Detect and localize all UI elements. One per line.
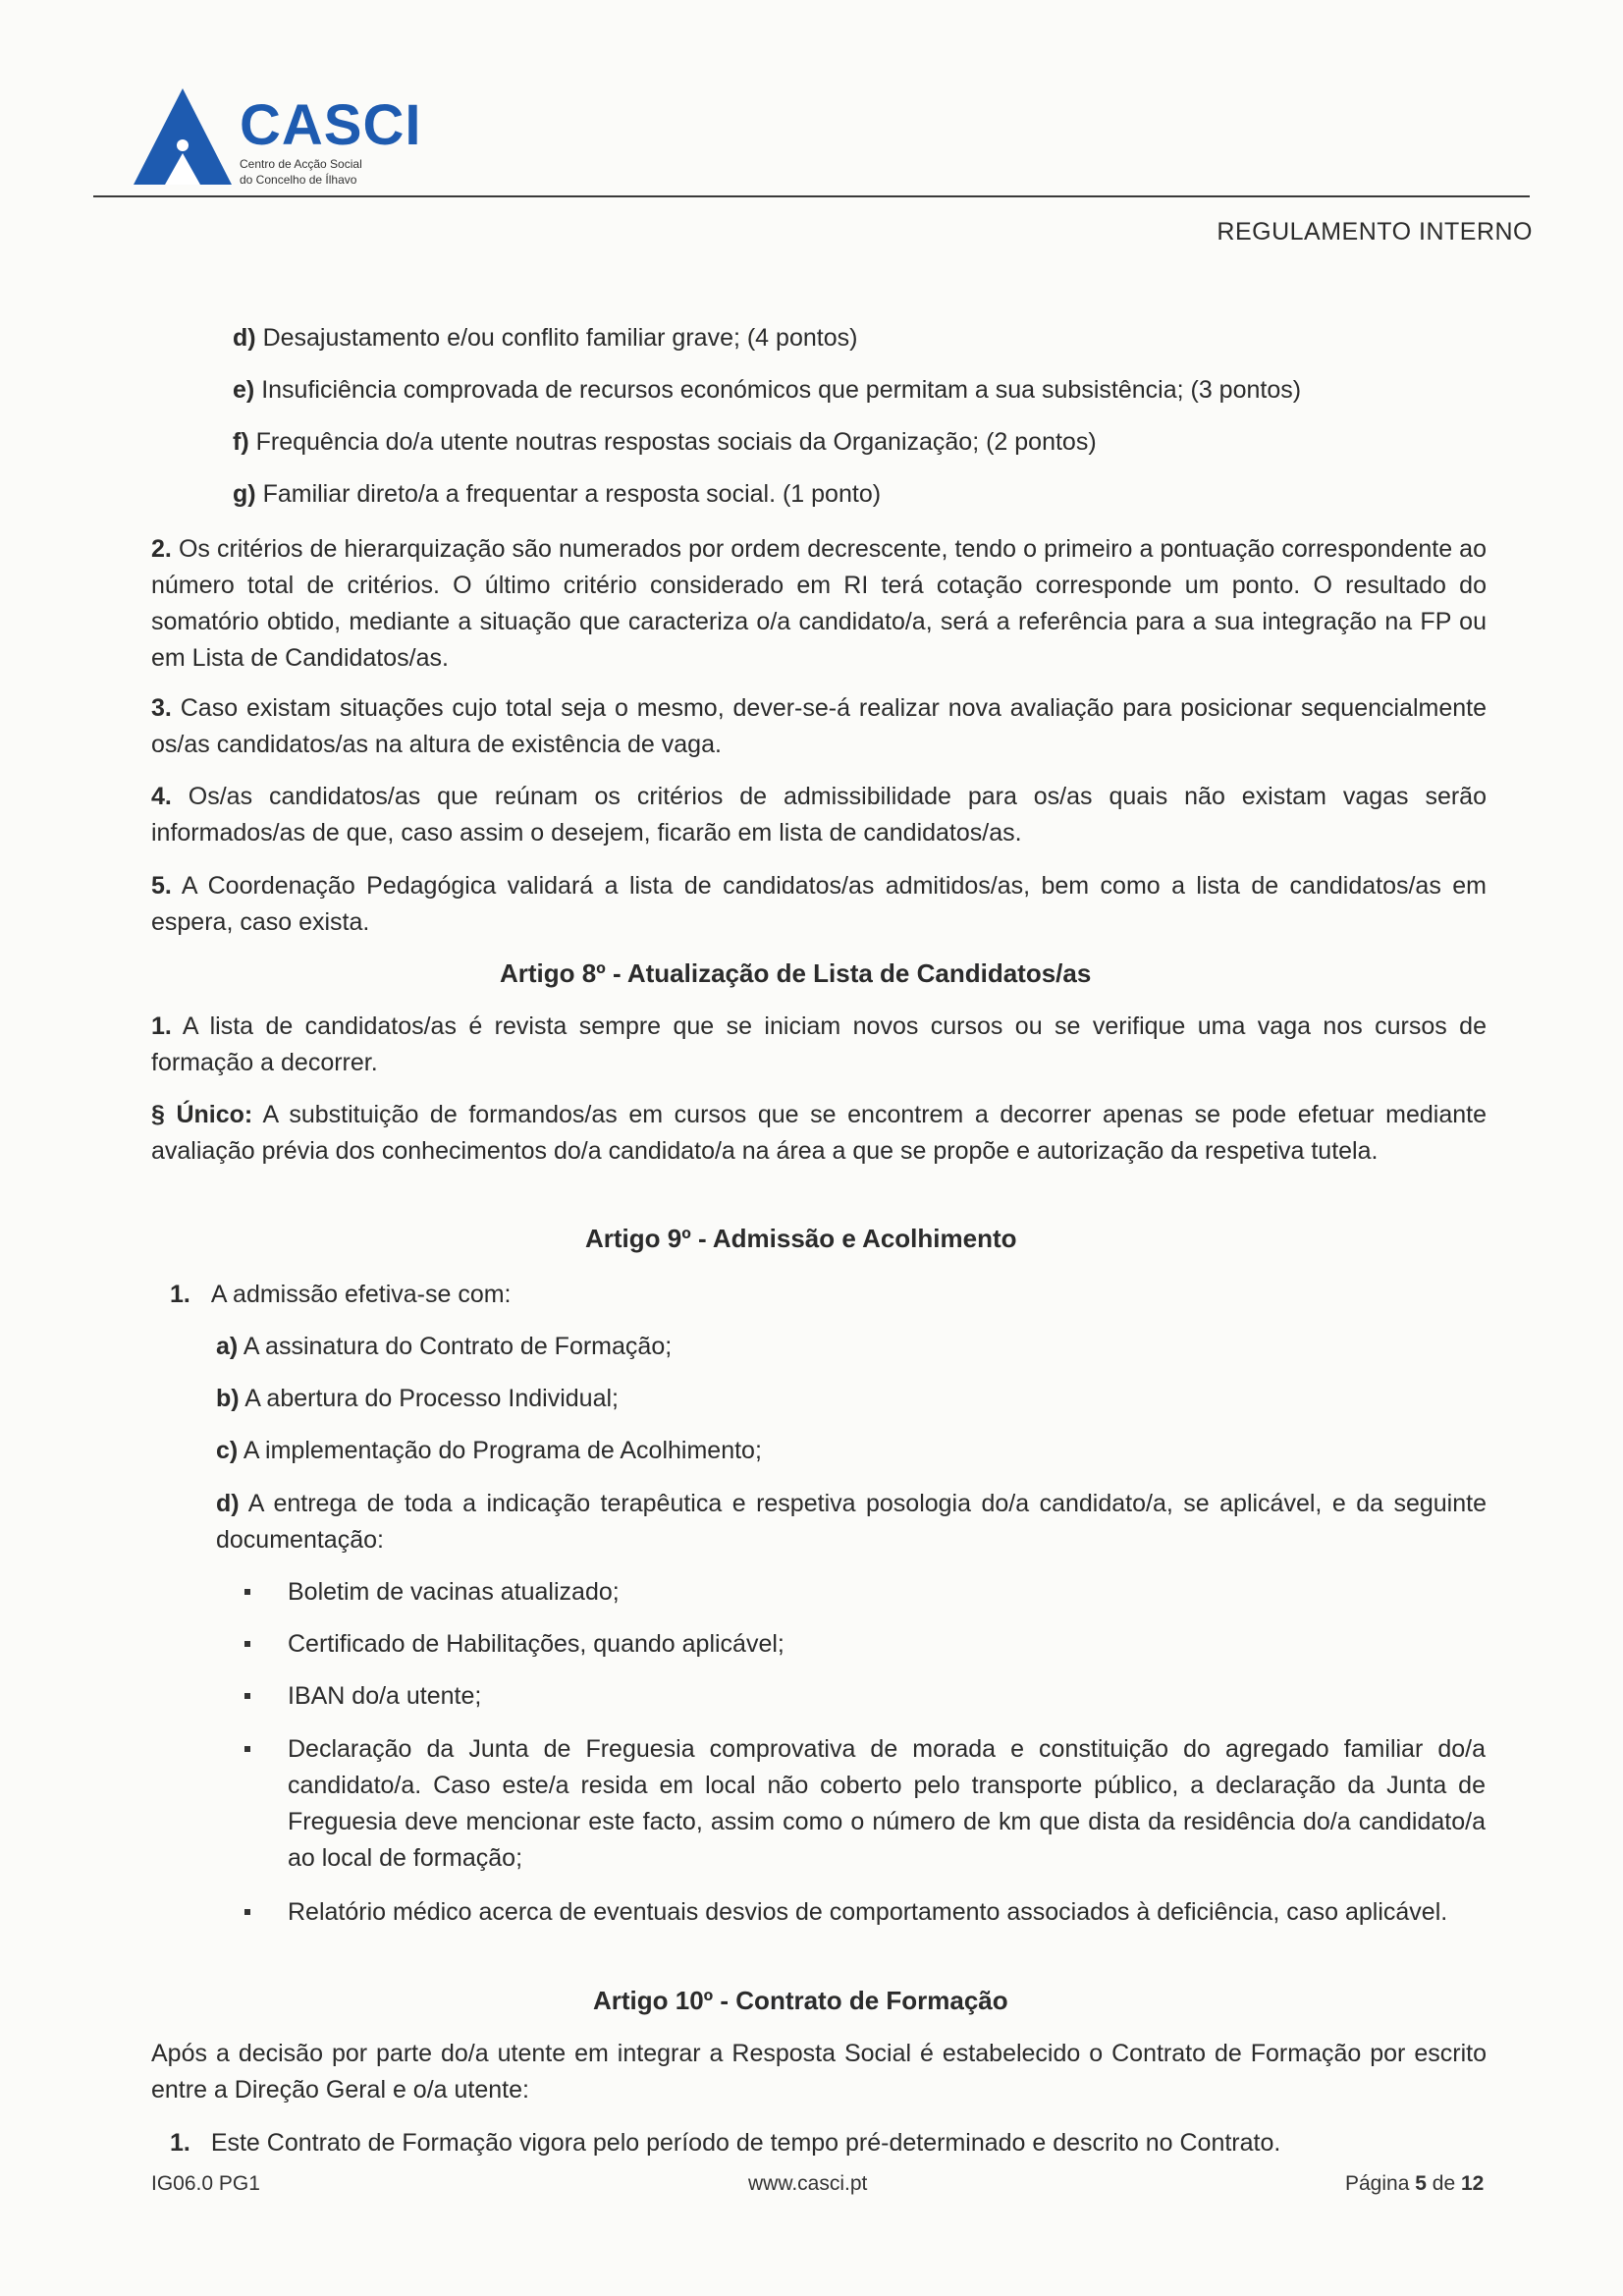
page-of: de: [1432, 2172, 1456, 2195]
page-current: 5: [1415, 2172, 1427, 2195]
logo-subtitle-2: do Concelho de Ílhavo: [240, 173, 357, 187]
article-8-paragraph-1: [151, 1009, 1487, 1081]
bullet-icon: [244, 1693, 250, 1699]
paragraph-4: [151, 779, 1487, 851]
page-prefix: Página: [1345, 2172, 1410, 2195]
document-bullet-1: Boletim de vacinas atualizado;: [288, 1578, 620, 1606]
paragraph-text: A lista de candidatos/as é revista sempre que se iniciam novos cursos ou se verifique uma vaga nos cursos de formação a decorrer.: [151, 1012, 1487, 1076]
list-label: f): [233, 428, 249, 456]
logo-text: [240, 93, 422, 187]
paragraph-number: 4.: [151, 783, 172, 810]
item-number: 1.: [170, 2129, 190, 2157]
list-label: e): [233, 376, 255, 404]
article-8-unico: [151, 1097, 1487, 1170]
article-10-heading: Artigo 10º - Contrato de Formação: [593, 1986, 1008, 2015]
item-text: A admissão efetiva-se com:: [210, 1281, 512, 1308]
article-9-sub-b: [216, 1381, 1492, 1417]
list-text: Insuficiência comprovada de recursos económicos que permitam a sua subsistência; (3 pontos): [261, 376, 1302, 404]
article-10-intro: Após a decisão por parte do/a utente em integrar a Resposta Social é estabelecido o Contrato de Formação por escrito entre a Direção Geral e o/a utente:: [151, 2040, 1487, 2104]
list-label: g): [233, 480, 256, 508]
paragraph-text: Os/as candidatos/as que reúnam os critérios de admissibilidade para os/as quais não existam vagas serão informados/as de que, caso assim o desejem, ficarão em lista de candidatos/as.: [151, 783, 1487, 847]
document-bullet-3: IBAN do/a utente;: [288, 1682, 482, 1710]
unico-label: § Único:: [151, 1101, 253, 1128]
document-bullet-5: Relatório médico acerca de eventuais desvios de comportamento associados à deficiência, caso aplicável.: [288, 1898, 1448, 1926]
page-total: 12: [1460, 2172, 1485, 2195]
list-text: Desajustamento e/ou conflito familiar grave; (4 pontos): [262, 324, 858, 352]
logo-name: CASCI: [240, 93, 422, 157]
footer-website: www.casci.pt: [748, 2172, 868, 2195]
list-label: d): [233, 324, 256, 352]
article-9-sub-a: [216, 1329, 1492, 1365]
list-text: Frequência do/a utente noutras respostas sociais da Organização; (2 pontos): [255, 428, 1097, 456]
list-text: Familiar direto/a a frequentar a resposta social. (1 ponto): [262, 480, 882, 508]
document-bullet-4: Declaração da Junta de Freguesia comprovativa de morada e constituição do agregado familiar do/a candidato/a. Caso este/a resida em local não coberto pelo transporte público, a declaração da Junta de Freguesia deve mencionar este facto, assim como o número de km que dista da residência do/a candidato/a ao local de formação;: [288, 1735, 1486, 1872]
bullet-icon: [244, 1641, 250, 1647]
sub-label: d): [216, 1490, 240, 1517]
sub-text: A entrega de toda a indicação terapêutica e respetiva posologia do/a candidato/a, se aplicável, e da seguinte documentação:: [216, 1490, 1487, 1554]
list-item-f: [233, 424, 1509, 461]
list-item-d: [233, 320, 1509, 356]
article-9-item-1: [170, 1277, 1446, 1313]
paragraph-number: 3.: [151, 694, 172, 722]
document-title: REGULAMENTO INTERNO: [1217, 218, 1533, 246]
article-9-sub-c: [216, 1433, 1492, 1469]
logo-subtitle-1: Centro de Acção Social: [240, 157, 362, 171]
bullet-icon: [244, 1746, 250, 1752]
paragraph-text: A Coordenação Pedagógica validará a lista de candidatos/as admitidos/as, bem como a lista de candidatos/as em espera, caso exista.: [151, 872, 1487, 936]
article-10-item-1: [170, 2125, 1505, 2161]
sub-label: c): [216, 1437, 239, 1464]
item-number: 1.: [170, 1281, 190, 1308]
sub-label: a): [216, 1333, 239, 1360]
paragraph-number: 1.: [151, 1012, 172, 1040]
article-9-heading: Artigo 9º - Admissão e Acolhimento: [585, 1224, 1017, 1253]
unico-text: A substituição de formandos/as em cursos que se encontrem a decorrer apenas se pode efetuar mediante avaliação prévia dos conhecimentos do/a candidato/a na área a que se propõe e autorização da respetiva tutela.: [151, 1101, 1488, 1165]
paragraph-text: Os critérios de hierarquização são numerados por ordem decrescente, tendo o primeiro a pontuação correspondente ao número total de critérios. O último critério considerado em RI terá cotação corresponde um ponto. O resultado do somatório obtido, mediante a situação que caracteriza o/a candidato/a, será a referência para a sua integração na FP ou em Lista de Candidatos/as.: [151, 535, 1487, 672]
list-item-g: [233, 476, 1509, 513]
bullet-icon: [244, 1589, 250, 1595]
document-bullet-2: Certificado de Habilitações, quando aplicável;: [288, 1630, 784, 1658]
footer-code: IG06.0 PG1: [151, 2172, 260, 2195]
sub-text: A assinatura do Contrato de Formação;: [243, 1333, 673, 1360]
article-9-sub-d: [216, 1486, 1487, 1558]
article-8-heading: Artigo 8º - Atualização de Lista de Candidatos/as: [500, 958, 1092, 988]
sub-text: A implementação do Programa de Acolhimento;: [243, 1437, 762, 1464]
paragraph-2: [151, 531, 1487, 677]
bullet-icon: [244, 1909, 250, 1915]
item-text: Este Contrato de Formação vigora pelo período de tempo pré-determinado e descrito no Contrato.: [210, 2129, 1281, 2157]
paragraph-text: Caso existam situações cujo total seja o mesmo, dever-se-á realizar nova avaliação para posicionar sequencialmente os/as candidatos/as na altura de existência de vaga.: [151, 694, 1487, 758]
sub-label: b): [216, 1385, 240, 1412]
footer-page-number: [1345, 2172, 1484, 2196]
paragraph-number: 5.: [151, 872, 172, 900]
list-item-e: [233, 372, 1509, 409]
paragraph-number: 2.: [151, 535, 172, 563]
sub-text: A abertura do Processo Individual;: [244, 1385, 619, 1412]
header-divider: [93, 195, 1530, 197]
paragraph-5: [151, 868, 1487, 941]
paragraph-3: [151, 690, 1487, 763]
